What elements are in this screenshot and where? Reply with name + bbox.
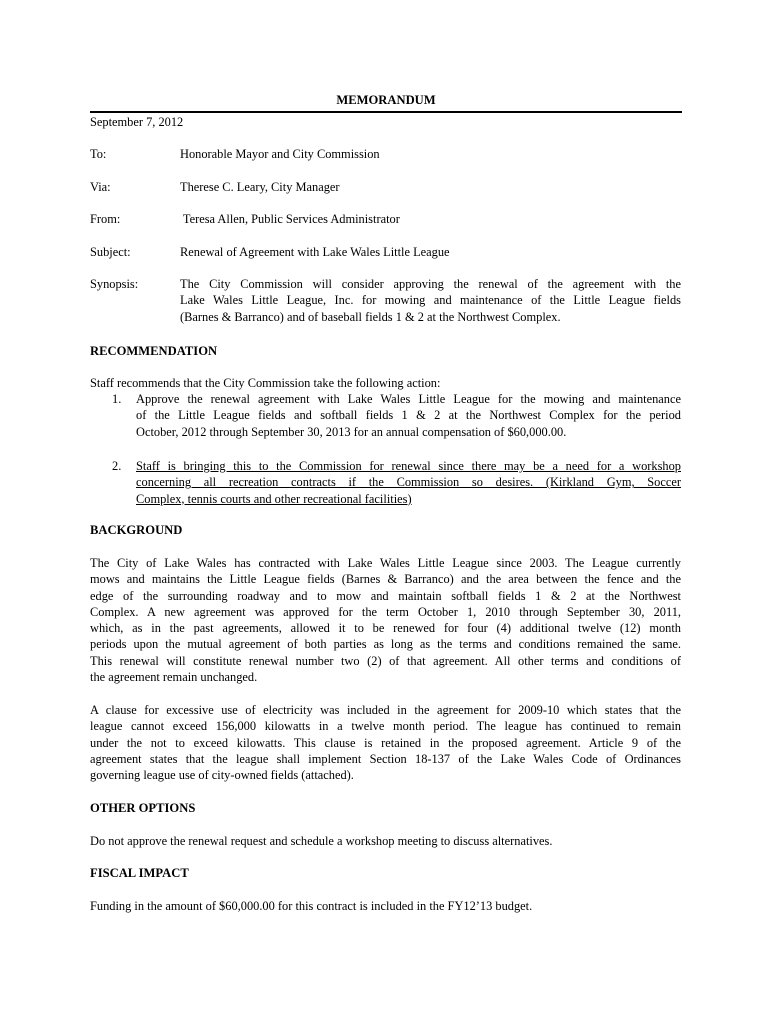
background-paragraph-2 [90,703,681,784]
paragraph-line: periods upon the mutual agreement of both parties as long as the terms and conditions remained the same. [90,637,681,652]
recommendation-item-line: Complex, tennis courts and other recreational facilities) [136,491,412,506]
recommendation-intro: Staff recommends that the City Commission take the following action: [90,376,441,390]
synopsis-line: Lake Wales Little League, Inc. for mowing and maintenance of the Little League fields [180,293,681,308]
other-options-heading: OTHER OPTIONS [90,801,196,815]
synopsis-line: The City Commission will consider approving the renewal of the agreement with the [180,277,681,291]
recommendation-item-line: concerning all recreation contracts if the Commission so desires. (Kirkland Gym, Soccer [136,475,681,490]
subject-label: Subject: [90,245,131,259]
synopsis-value [180,277,681,326]
paragraph-line: league cannot exceed 156,000 kilowatts in a twelve month period. The league has continued to remain [90,719,681,734]
background-heading: BACKGROUND [90,523,183,537]
recommendation-heading: RECOMMENDATION [90,344,218,358]
recommendation-item [136,392,681,441]
recommendation-item-underlined [136,459,681,508]
paragraph-line: under the not to exceed kilowatts. This clause is retained in the proposed agreement. Article 9 of the [90,735,681,750]
recommendation-item-line: of the Little League fields and softball fields 1 & 2 at the Northwest Complex for the period [136,408,681,423]
recommendation-item-number: 1. [112,392,122,406]
paragraph-line: the agreement remain unchanged. [90,670,258,685]
recommendation-item-line: Staff is bringing this to the Commission for renewal since there may be a need for a workshop [136,459,681,473]
recommendation-item-line: Approve the renewal agreement with Lake Wales Little League for the mowing and maintenance [136,392,681,406]
paragraph-line: Complex. A new agreement was approved for the term October 1, 2010 through September 30, 2011, [90,604,681,619]
other-options-text: Do not approve the renewal request and schedule a workshop meeting to discuss alternatives. [90,834,553,848]
paragraph-line: edge of the surrounding roadway and to mow and maintain softball fields 1 & 2 at the Northwest [90,588,681,603]
background-paragraph-1 [90,556,681,686]
paragraph-line: A clause for excessive use of electricity was included in the agreement for 2009-10 which states that the [90,703,681,717]
recommendation-item-line: October, 2012 through September 30, 2013 for an annual compensation of $60,000.00. [136,424,567,439]
to-label: To: [90,147,107,161]
synopsis-label: Synopsis: [90,277,139,291]
memo-title: MEMORANDUM [90,93,682,113]
subject-value: Renewal of Agreement with Lake Wales Little League [180,245,450,259]
paragraph-line: which, as in the past agreements, allowed it to be renewed for four (4) additional twelve (12) month [90,621,681,636]
paragraph-line: agreement states that the league shall implement Section 18-137 of the Lake Wales Code of Ordinances [90,751,681,766]
via-label: Via: [90,180,111,194]
from-label: From: [90,212,121,226]
paragraph-line: mows and maintains the Little League fields (Barnes & Barranco) and the area between the fence and the [90,572,681,587]
synopsis-line: (Barnes & Barranco) and of baseball fields 1 & 2 at the Northwest Complex. [180,309,561,324]
paragraph-line: This renewal will constitute renewal number two (2) of that agreement. All other terms and conditions of [90,653,681,668]
paragraph-line: governing league use of city-owned fields (attached). [90,768,354,783]
fiscal-impact-heading: FISCAL IMPACT [90,866,189,880]
fiscal-impact-text: Funding in the amount of $60,000.00 for this contract is included in the FY12’13 budget. [90,899,533,913]
from-value: Teresa Allen, Public Services Administrator [180,212,400,226]
via-value: Therese C. Leary, City Manager [180,180,340,194]
recommendation-item-number: 2. [112,459,122,473]
paragraph-line: The City of Lake Wales has contracted with Lake Wales Little League since 2003. The League currently [90,556,681,570]
memo-date: September 7, 2012 [90,115,184,129]
to-value: Honorable Mayor and City Commission [180,147,380,161]
